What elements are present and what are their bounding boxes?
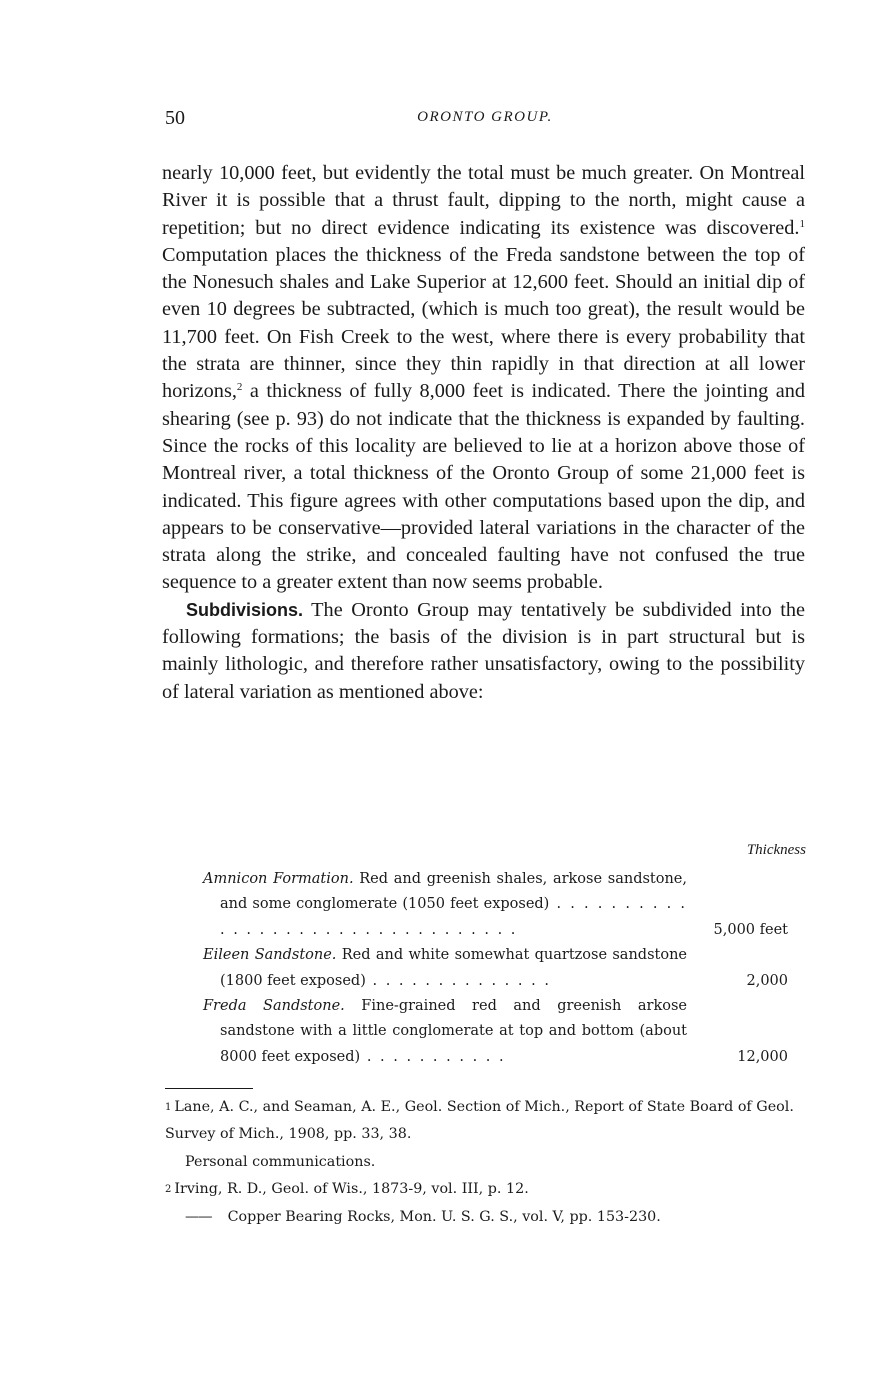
formation-table xyxy=(203,867,803,1070)
subdivisions-heading: Subdivisions. xyxy=(186,599,304,620)
dot-leader: . . . . . . . . . . . . . . . . . . . . . . . . . . . . . . . . . xyxy=(220,896,687,938)
footnote-divider xyxy=(165,1088,253,1089)
formation-thickness: 12,000 xyxy=(737,1048,788,1065)
paragraph-1-part-c: a thickness of fully 8,000 feet is indicated. There the jointing and shearing (see p. 93) do not indicate that the thickness is expanded by faulting. Since the rocks of this locality are believed to lie at a horizon above those of Montreal river, a total thickness of the Oronto Group of some 21,000 feet is indicated. This figure agrees with other computations based upon the dip, and appears to be conservative—provided lateral variations in the character of the strata along the strike, and concealed faulting have not confused the true sequence to a greater extent than now seems probable. xyxy=(162,380,805,594)
formation-description: Red and white somewhat quartzose sandstone (1800 feet exposed) xyxy=(220,947,687,989)
footnote-text: Irving, R. D., Geol. of Wis., 1873-9, vol. III, p. 12. xyxy=(174,1181,529,1198)
formation-row-freda xyxy=(203,994,803,1070)
footnote-2-continued xyxy=(165,1204,805,1231)
footnote-ref-1: 1 xyxy=(799,217,805,230)
footnote-text: Personal communications. xyxy=(185,1153,376,1170)
formation-name: Eileen Sandstone. xyxy=(203,947,337,964)
paragraph-1-part-b: Computation places the thickness of the Freda sandstone between the top of the Nonesuch shales and Lake Superior at 12,600 feet. Should an initial dip of even 10 degrees be subtracted, (which is much too great), the result would be 11,700 feet. On Fish Creek to the west, where there is every probability that the strata are thinner, since they thin rapidly in that direction at all lower horizons, xyxy=(162,243,805,403)
formation-entry xyxy=(203,994,687,1070)
footnote-text: Lane, A. C., and Seaman, A. E., Geol. Section of Mich., Report of State Board of Geol. Survey of Mich., 1908, pp. 33, 38. xyxy=(165,1099,794,1143)
footnote-2 xyxy=(165,1176,805,1203)
footnote-1-continued xyxy=(165,1149,805,1176)
formation-name: Amnicon Formation. xyxy=(203,871,354,887)
formation-thickness: 5,000 feet xyxy=(713,921,788,938)
footnote-1 xyxy=(165,1094,805,1149)
footnote-text: Copper Bearing Rocks, Mon. U. S. G. S., vol. V, pp. 153-230. xyxy=(227,1208,661,1225)
formation-description: Fine-grained red and greenish arkose sandstone with a little conglomerate at top and bottom (about 8000 feet exposed) xyxy=(220,998,687,1065)
footnote-marker: 1 xyxy=(165,1102,172,1113)
formation-description: Red and greenish shales, arkose sandstone, and some conglomerate (1050 feet exposed) xyxy=(220,871,687,913)
formation-row-amnicon xyxy=(203,867,803,943)
formation-thickness: 2,000 xyxy=(746,972,788,989)
paragraph-thickness xyxy=(162,160,805,597)
formation-name: Freda Sandstone. xyxy=(203,998,345,1015)
ditto-dash: —— xyxy=(185,1208,212,1225)
thickness-column-header: Thickness xyxy=(746,842,806,858)
body-text xyxy=(162,160,805,706)
paragraph-subdivisions xyxy=(162,597,805,706)
subdivisions-text: The Oronto Group may tentatively be subdivided into the following formations; the basis of the division is in part structural but is mainly lithologic, and therefore rather unsatisfactory, owing to the possibility of lateral variation as mentioned above: xyxy=(162,598,805,703)
page-header xyxy=(165,107,805,133)
footnote-ref-2: 2 xyxy=(236,381,243,394)
paragraph-1-part-a: nearly 10,000 feet, but evidently the total must be much greater. On Montreal River it is possible that a thrust fault, dipping to the north, might cause a repetition; but no direct evidence indicating its existence was discovered. xyxy=(162,162,805,239)
page-number: 50 xyxy=(165,107,185,129)
footnote-marker: 2 xyxy=(165,1184,172,1196)
formation-row-eileen xyxy=(203,943,803,994)
dot-leader: . . . . . . . . . . . xyxy=(360,1048,506,1065)
footnotes xyxy=(165,1094,805,1231)
formation-entry xyxy=(203,943,687,994)
dot-leader: . . . . . . . . . . . . . . xyxy=(365,972,551,989)
running-title: ORONTO GROUP. xyxy=(417,109,553,125)
formation-entry xyxy=(203,867,687,943)
